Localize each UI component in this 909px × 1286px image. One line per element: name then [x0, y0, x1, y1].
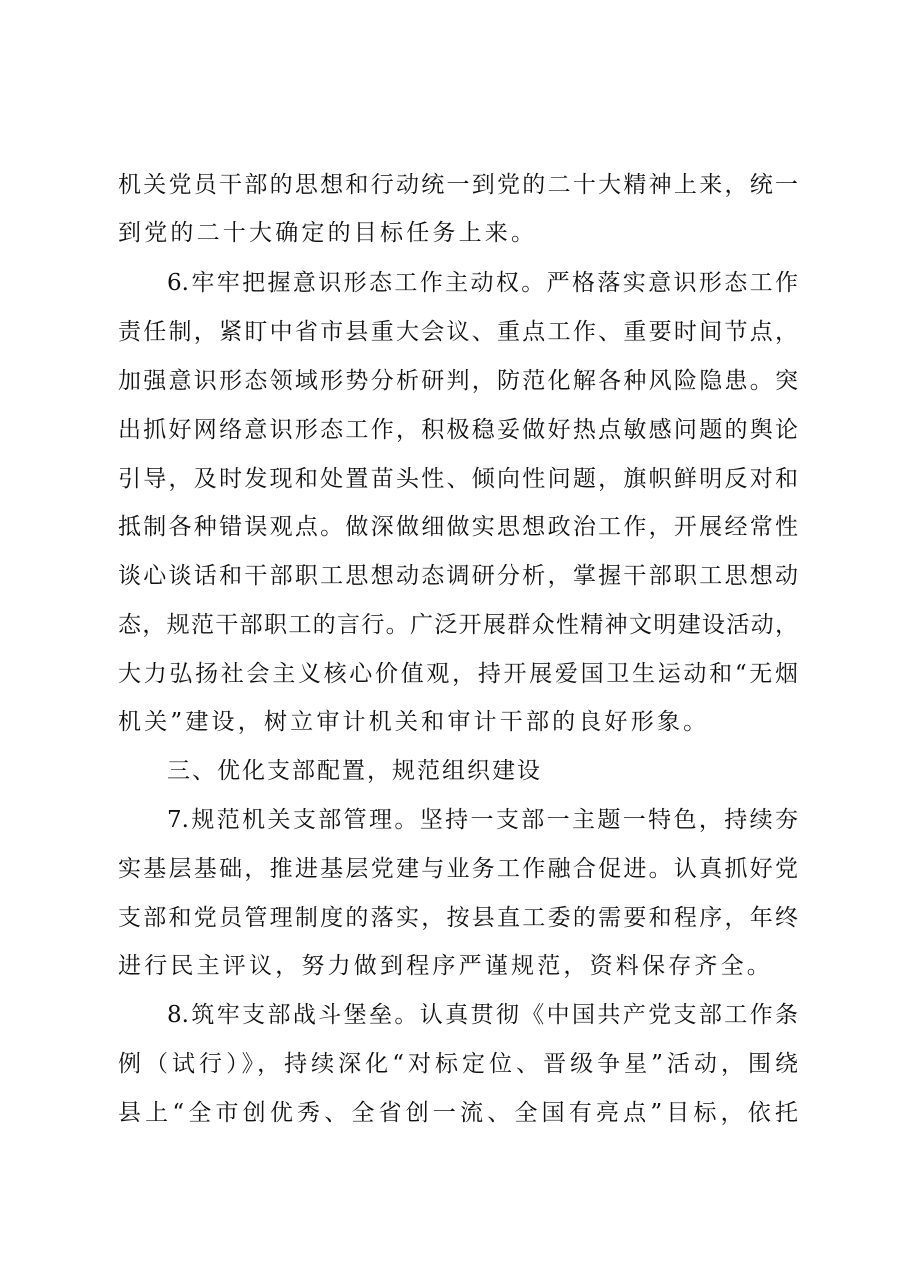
text-line: 引导，及时发现和处置苗头性、倾向性问题，旗帜鲜明反对和	[118, 466, 798, 492]
text-line: 加强意识形态领域形势分析研判，防范化解各种风险隐患。突	[118, 368, 798, 394]
paragraph-heading-7: 7.规范机关支部管理。坚持一支部一主题一特色，持续夯	[167, 807, 798, 833]
text-line: 例（试行）》，持续深化“对标定位、晋级争星”活动，围绕	[118, 1051, 798, 1077]
text-line: 进行民主评议，努力做到程序严谨规范，资料保存齐全。	[118, 953, 773, 979]
section-heading-3: 三、优化支部配置，规范组织建设	[167, 758, 542, 784]
text-line: 县上“全市创优秀、全省创一流、全国有亮点”目标，依托	[118, 1100, 798, 1126]
text-line: 谈心谈话和干部职工思想动态调研分析，掌握干部职工思想动	[118, 563, 798, 589]
text-line: 实基层基础，推进基层党建与业务工作融合促进。认真抓好党	[118, 856, 798, 882]
paragraph-heading-6: 6.牢牢把握意识形态工作主动权。严格落实意识形态工作	[167, 270, 798, 296]
text-line: 到党的二十大确定的目标任务上来。	[118, 220, 538, 246]
text-line: 责任制，紧盯中省市县重大会议、重点工作、重要时间节点，	[118, 319, 798, 345]
text-line: 态，规范干部职工的言行。广泛开展群众性精神文明建设活动，	[118, 612, 798, 638]
text-line: 大力弘扬社会主义核心价值观，持开展爱国卫生运动和“无烟	[118, 661, 798, 687]
text-line: 出抓好网络意识形态工作，积极稳妥做好热点敏感问题的舆论	[118, 417, 798, 443]
text-line: 支部和党员管理制度的落实，按县直工委的需要和程序，年终	[118, 905, 798, 931]
paragraph-heading-8: 8.筑牢支部战斗堡垒。认真贯彻《中国共产党支部工作条	[167, 1002, 798, 1028]
text-line: 机关”建设，树立审计机关和审计干部的良好形象。	[118, 709, 710, 735]
text-line: 机关党员干部的思想和行动统一到党的二十大精神上来，统一	[118, 172, 798, 198]
text-line: 抵制各种错误观点。做深做细做实思想政治工作，开展经常性	[118, 514, 798, 540]
